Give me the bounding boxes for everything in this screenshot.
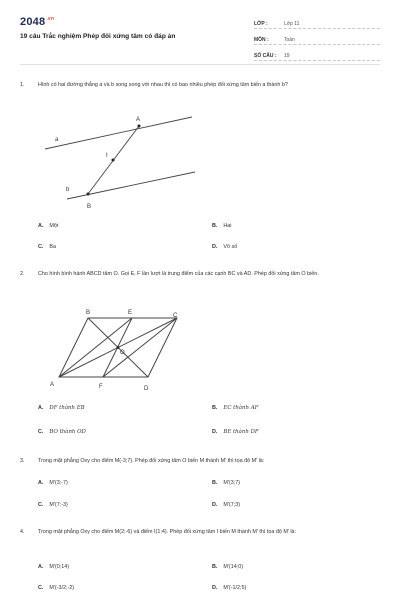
option-text: M'(3;-7) xyxy=(49,480,68,486)
option-letter: D. xyxy=(212,502,218,508)
label-point-e: E xyxy=(128,310,133,316)
meta-value: 19 xyxy=(284,53,290,59)
option-letter: C. xyxy=(38,585,44,591)
label-point-a: A xyxy=(50,382,55,388)
option-4a[interactable] xyxy=(38,564,69,570)
meta-label: SỐ CÂU : xyxy=(254,53,277,59)
meta-info xyxy=(254,17,380,65)
label-point-o: O xyxy=(120,350,125,356)
label-point-d: D xyxy=(144,386,149,392)
line-b xyxy=(67,172,195,199)
option-text: DF thành EB xyxy=(49,405,85,411)
option-letter: D. xyxy=(212,429,218,435)
label-point-a: A xyxy=(136,117,141,123)
option-letter: C. xyxy=(38,429,44,435)
option-letter: D. xyxy=(212,244,218,250)
parallel-lines-figure xyxy=(35,108,205,213)
option-text: Vô số xyxy=(223,244,238,250)
option-2d[interactable] xyxy=(212,429,259,435)
option-text: M'(14;0) xyxy=(223,564,244,570)
option-text: M'(-1/2;5) xyxy=(223,585,247,591)
question-number: 3. xyxy=(20,458,25,464)
point-a xyxy=(138,125,141,128)
option-text: M'(7;3) xyxy=(223,502,241,508)
option-letter: B. xyxy=(212,480,218,486)
option-text: Một xyxy=(49,223,59,229)
option-text: Hai xyxy=(223,223,232,229)
logo-text: 2048 xyxy=(20,16,46,28)
option-letter: B. xyxy=(212,564,218,570)
line-a xyxy=(45,117,192,149)
option-letter: B. xyxy=(212,223,218,229)
point-i xyxy=(112,159,115,162)
option-4d[interactable] xyxy=(212,585,246,591)
option-letter: A. xyxy=(38,480,44,486)
option-1c[interactable] xyxy=(38,244,56,250)
parallelogram-figure xyxy=(44,304,194,396)
option-1d[interactable] xyxy=(212,244,237,250)
point-o xyxy=(117,346,120,349)
option-text: M'(7;-3) xyxy=(49,502,68,508)
option-letter: C. xyxy=(38,502,44,508)
option-3d[interactable] xyxy=(212,502,240,508)
meta-row-class xyxy=(254,17,380,29)
option-letter: D. xyxy=(212,585,218,591)
option-3c[interactable] xyxy=(38,502,68,508)
option-text: M'(-3/2;-2) xyxy=(49,585,75,591)
option-1b[interactable] xyxy=(212,223,232,229)
option-text: M'(0;14) xyxy=(49,564,70,570)
question-number: 4. xyxy=(20,529,25,535)
label-line-a: a xyxy=(55,137,59,143)
point-b xyxy=(87,193,90,196)
label-point-c: C xyxy=(173,313,178,319)
label-point-f: F xyxy=(99,384,103,390)
option-3a[interactable] xyxy=(38,480,68,486)
meta-row-count xyxy=(254,49,380,61)
option-text: M'(3;7) xyxy=(223,480,241,486)
label-point-b: B xyxy=(87,204,92,210)
option-2c[interactable] xyxy=(38,429,86,435)
question-text: Hình có hai đường thẳng a và b song song với nhau thì có bao nhiêu phép đối xứng tâm biến a thành b? xyxy=(38,82,288,88)
option-letter: A. xyxy=(38,564,44,570)
option-text: Ba xyxy=(49,244,56,250)
option-letter: C. xyxy=(38,244,44,250)
option-text: BO thành OD xyxy=(49,429,86,435)
meta-value: Lớp 11 xyxy=(284,21,300,27)
question-text: Trong mặt phẳng Oxy cho điểm M(2;-6) và điểm I(1;4). Phép đối xứng tâm I biến M thành M' thì tọa độ M' là: xyxy=(38,529,297,535)
question-text: Cho hình bình hành ABCD tâm O. Gọi E, F lần lượt là trung điểm của các cạnh BC và AD. Phép đối xứng tâm O biến. xyxy=(38,271,319,277)
option-4c[interactable] xyxy=(38,585,74,591)
label-point-i: I xyxy=(106,153,108,159)
option-2a[interactable] xyxy=(38,405,85,411)
option-letter: B. xyxy=(212,405,218,411)
segment-ae xyxy=(59,318,132,377)
option-1a[interactable] xyxy=(38,223,58,229)
label-line-b: b xyxy=(66,187,70,193)
segment-fc xyxy=(103,318,177,377)
question-number: 1. xyxy=(20,82,25,88)
option-letter: A. xyxy=(38,223,44,229)
document-title: 19 câu Trắc nghiệm Phép đối xứng tâm có đáp án xyxy=(20,33,176,40)
header-divider xyxy=(20,64,380,65)
label-point-b: B xyxy=(86,310,91,316)
option-4b[interactable] xyxy=(212,564,243,570)
question-number: 2. xyxy=(20,271,25,277)
option-text: EC thành AF xyxy=(223,405,259,411)
question-text: Trong mặt phẳng Oxy cho điểm M(-3;7). Phép đối xứng tâm O biến M thành M' thì tọa độ M' là: xyxy=(38,458,265,464)
option-letter: A. xyxy=(38,405,44,411)
logo-suffix: .vn xyxy=(46,16,55,22)
site-logo[interactable] xyxy=(20,16,54,28)
option-text: BE thành DF xyxy=(223,429,259,435)
meta-label: MÔN : xyxy=(254,37,269,43)
meta-value: Toán xyxy=(284,37,295,43)
option-2b[interactable] xyxy=(212,405,258,411)
meta-row-subject xyxy=(254,33,380,45)
meta-label: LỚP : xyxy=(254,21,268,27)
option-3b[interactable] xyxy=(212,480,240,486)
